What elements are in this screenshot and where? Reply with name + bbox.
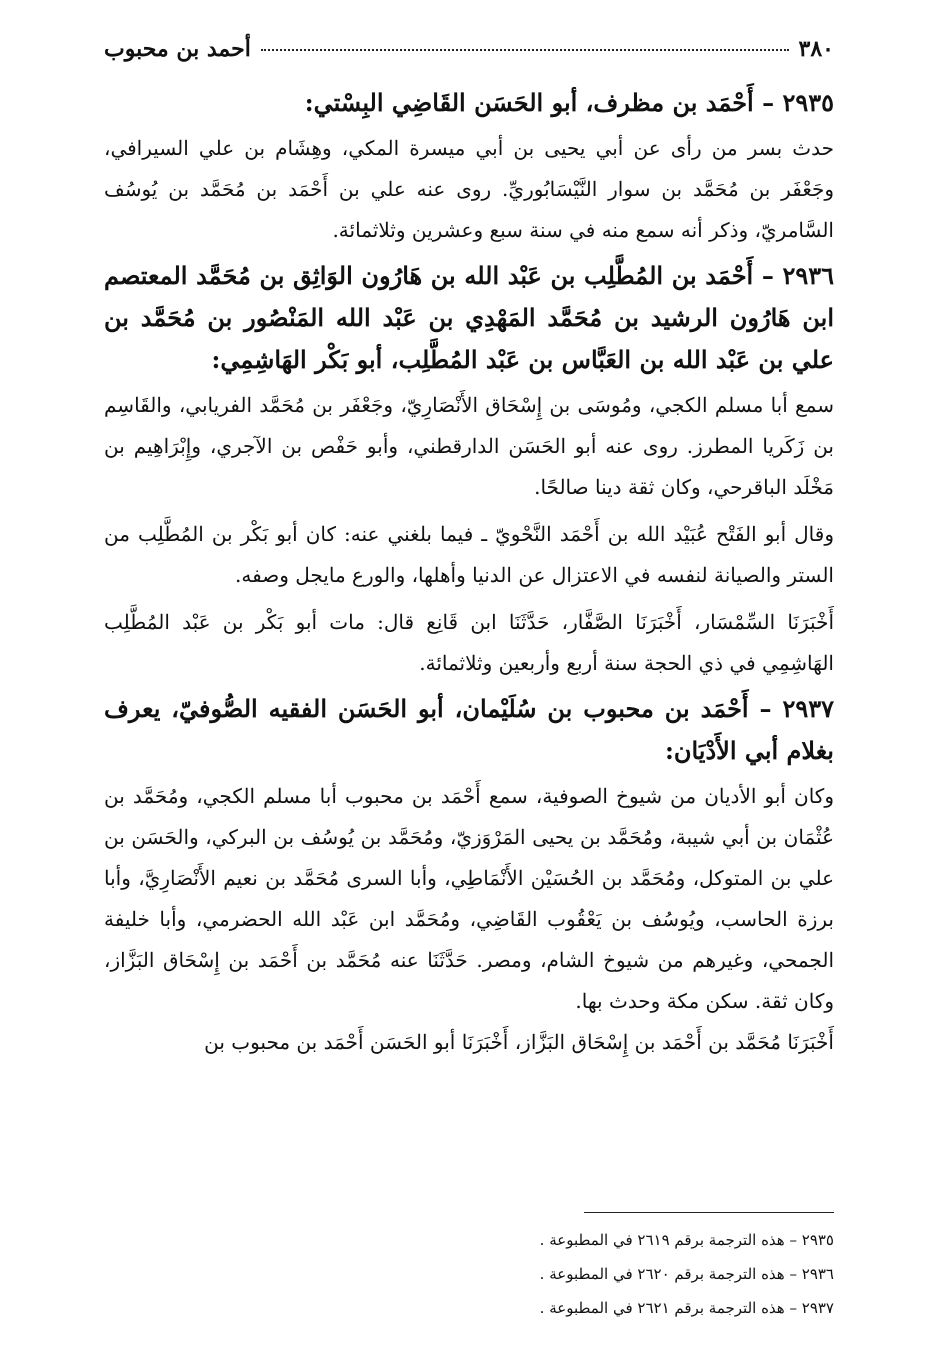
entry-2937: [104, 688, 834, 1063]
footnote-item: ٢٩٣٦ – هذه الترجمة برقم ٢٦٢٠ في المطبوعة .: [539, 1265, 834, 1283]
page-number: ٣٨٠: [798, 36, 834, 62]
entry-2936: [104, 255, 834, 684]
entry-paragraph: وكان أبو الأديان من شيوخ الصوفية، سمع أَحْمَد بن محبوب أبا مسلم الكجي، ومُحَمَّد بن عُثْمَان بن أبي شيبة، ومُحَمَّد بن يحيى المَرْوَزيّ، ومُحَمَّد بن يُوسُف بن البركي، والحَسَن بن علي بن المتوكل، ومُحَمَّد بن الحُسَيْن الأَنْمَاطِي، وأبا السرى مُحَمَّد بن نعيم الأَنْصَارِيَّ، وأبا برزة الحاسب، ويُوسُف بن يَعْقُوب القَاضِي، ومُحَمَّد ابن عَبْد الله الحضرمي، وأبا خليفة الجمحي، وغيرهم من شيوخ الشام، ومصر. حَدَّثَنَا عنه مُحَمَّد بن أَحْمَد بن إِسْحَاق البَزَّاز، وكان ثقة. سكن مكة وحدث بها.: [104, 784, 834, 1013]
footnotes: [104, 1212, 834, 1325]
entry-paragraph: حدث بسر من رأى عن أبي يحيى بن أبي ميسرة المكي، وهِشَام بن علي السيرافي، وجَعْفَر بن مُحَمَّد بن سوار النَّيْسَابُوريِّ. روى عنه علي بن أَحْمَد بن مُحَمَّد بن يُوسُف السَّامريّ، وذكر أنه سمع منه في سنة سبع وعشرين وثلاثمائة.: [104, 136, 834, 242]
entry-heading: ٢٩٣٧ – أَحْمَد بن محبوب بن سُلَيْمان، أبو الحَسَن الفقيه الصُّوفيّ، يعرف بغلام أبي الأَدْيَان:: [104, 694, 834, 765]
entry-heading: ٢٩٣٦ – أَحْمَد بن المُطَّلِب بن عَبْد الله بن هَارُون الوَاثِق بن مُحَمَّد المعتصم ابن هَارُون الرشيد بن مُحَمَّد المَهْدِي بن عَبْد الله المَنْصُور بن مُحَمَّد بن علي بن عَبْد الله بن العَبَّاس بن عَبْد المُطَّلِب، أبو بَكْر الهَاشِمِي:: [104, 261, 834, 374]
running-head: [104, 38, 834, 78]
entry-paragraph: أَخْبَرَنَا السِّمْسَار، أَخْبَرَنَا الصَّفَّار، حَدَّثَنَا ابن قَانِع قال: مات أبو بَكْر بن عَبْد المُطَّلِب الهَاشِمِي في ذي الحجة سنة أربع وأربعين وثلاثمائة.: [104, 610, 834, 675]
dotted-leader: [261, 49, 789, 51]
entry-paragraph: سمع أبا مسلم الكجي، ومُوسَى بن إِسْحَاق الأَنْصَارِيّ، وجَعْفَر بن مُحَمَّد الفريابي، والقَاسِم بن زَكَريا المطرز. روى عنه أبو الحَسَن الدارقطني، وأبو حَفْص بن الآجري، وإِبْرَاهِيم بن مَخْلَد الباقرحي، وكان ثقة دينا صالحًا.: [104, 393, 834, 499]
entry-paragraph: أَخْبَرَنَا مُحَمَّد بن أَحْمَد بن إِسْحَاق البَزَّاز، أَخْبَرَنَا أبو الحَسَن أَحْمَد بن محبوب بن: [204, 1030, 834, 1054]
entry-2935: [104, 82, 834, 251]
footnote-rule: [584, 1212, 834, 1213]
entry-paragraph: وقال أبو الفَتْح عُبَيْد الله بن أَحْمَد النَّحْويّ ـ فيما بلغني عنه: كان أبو بَكْر بن المُطَّلِب من الستر والصيانة لنفسه في الاعتزال عن الدنيا وأهلها، والورع مايجل وصفه.: [104, 522, 834, 587]
footnote-item: ٢٩٣٥ – هذه الترجمة برقم ٢٦١٩ في المطبوعة .: [539, 1231, 834, 1249]
footnote-item: ٢٩٣٧ – هذه الترجمة برقم ٢٦٢١ في المطبوعة .: [539, 1299, 834, 1317]
entry-heading: ٢٩٣٥ – أَحْمَد بن مظرف، أبو الحَسَن القَاضِي البِسْتي:: [304, 88, 834, 117]
running-head-name: أحمد بن محبوب: [104, 36, 251, 62]
